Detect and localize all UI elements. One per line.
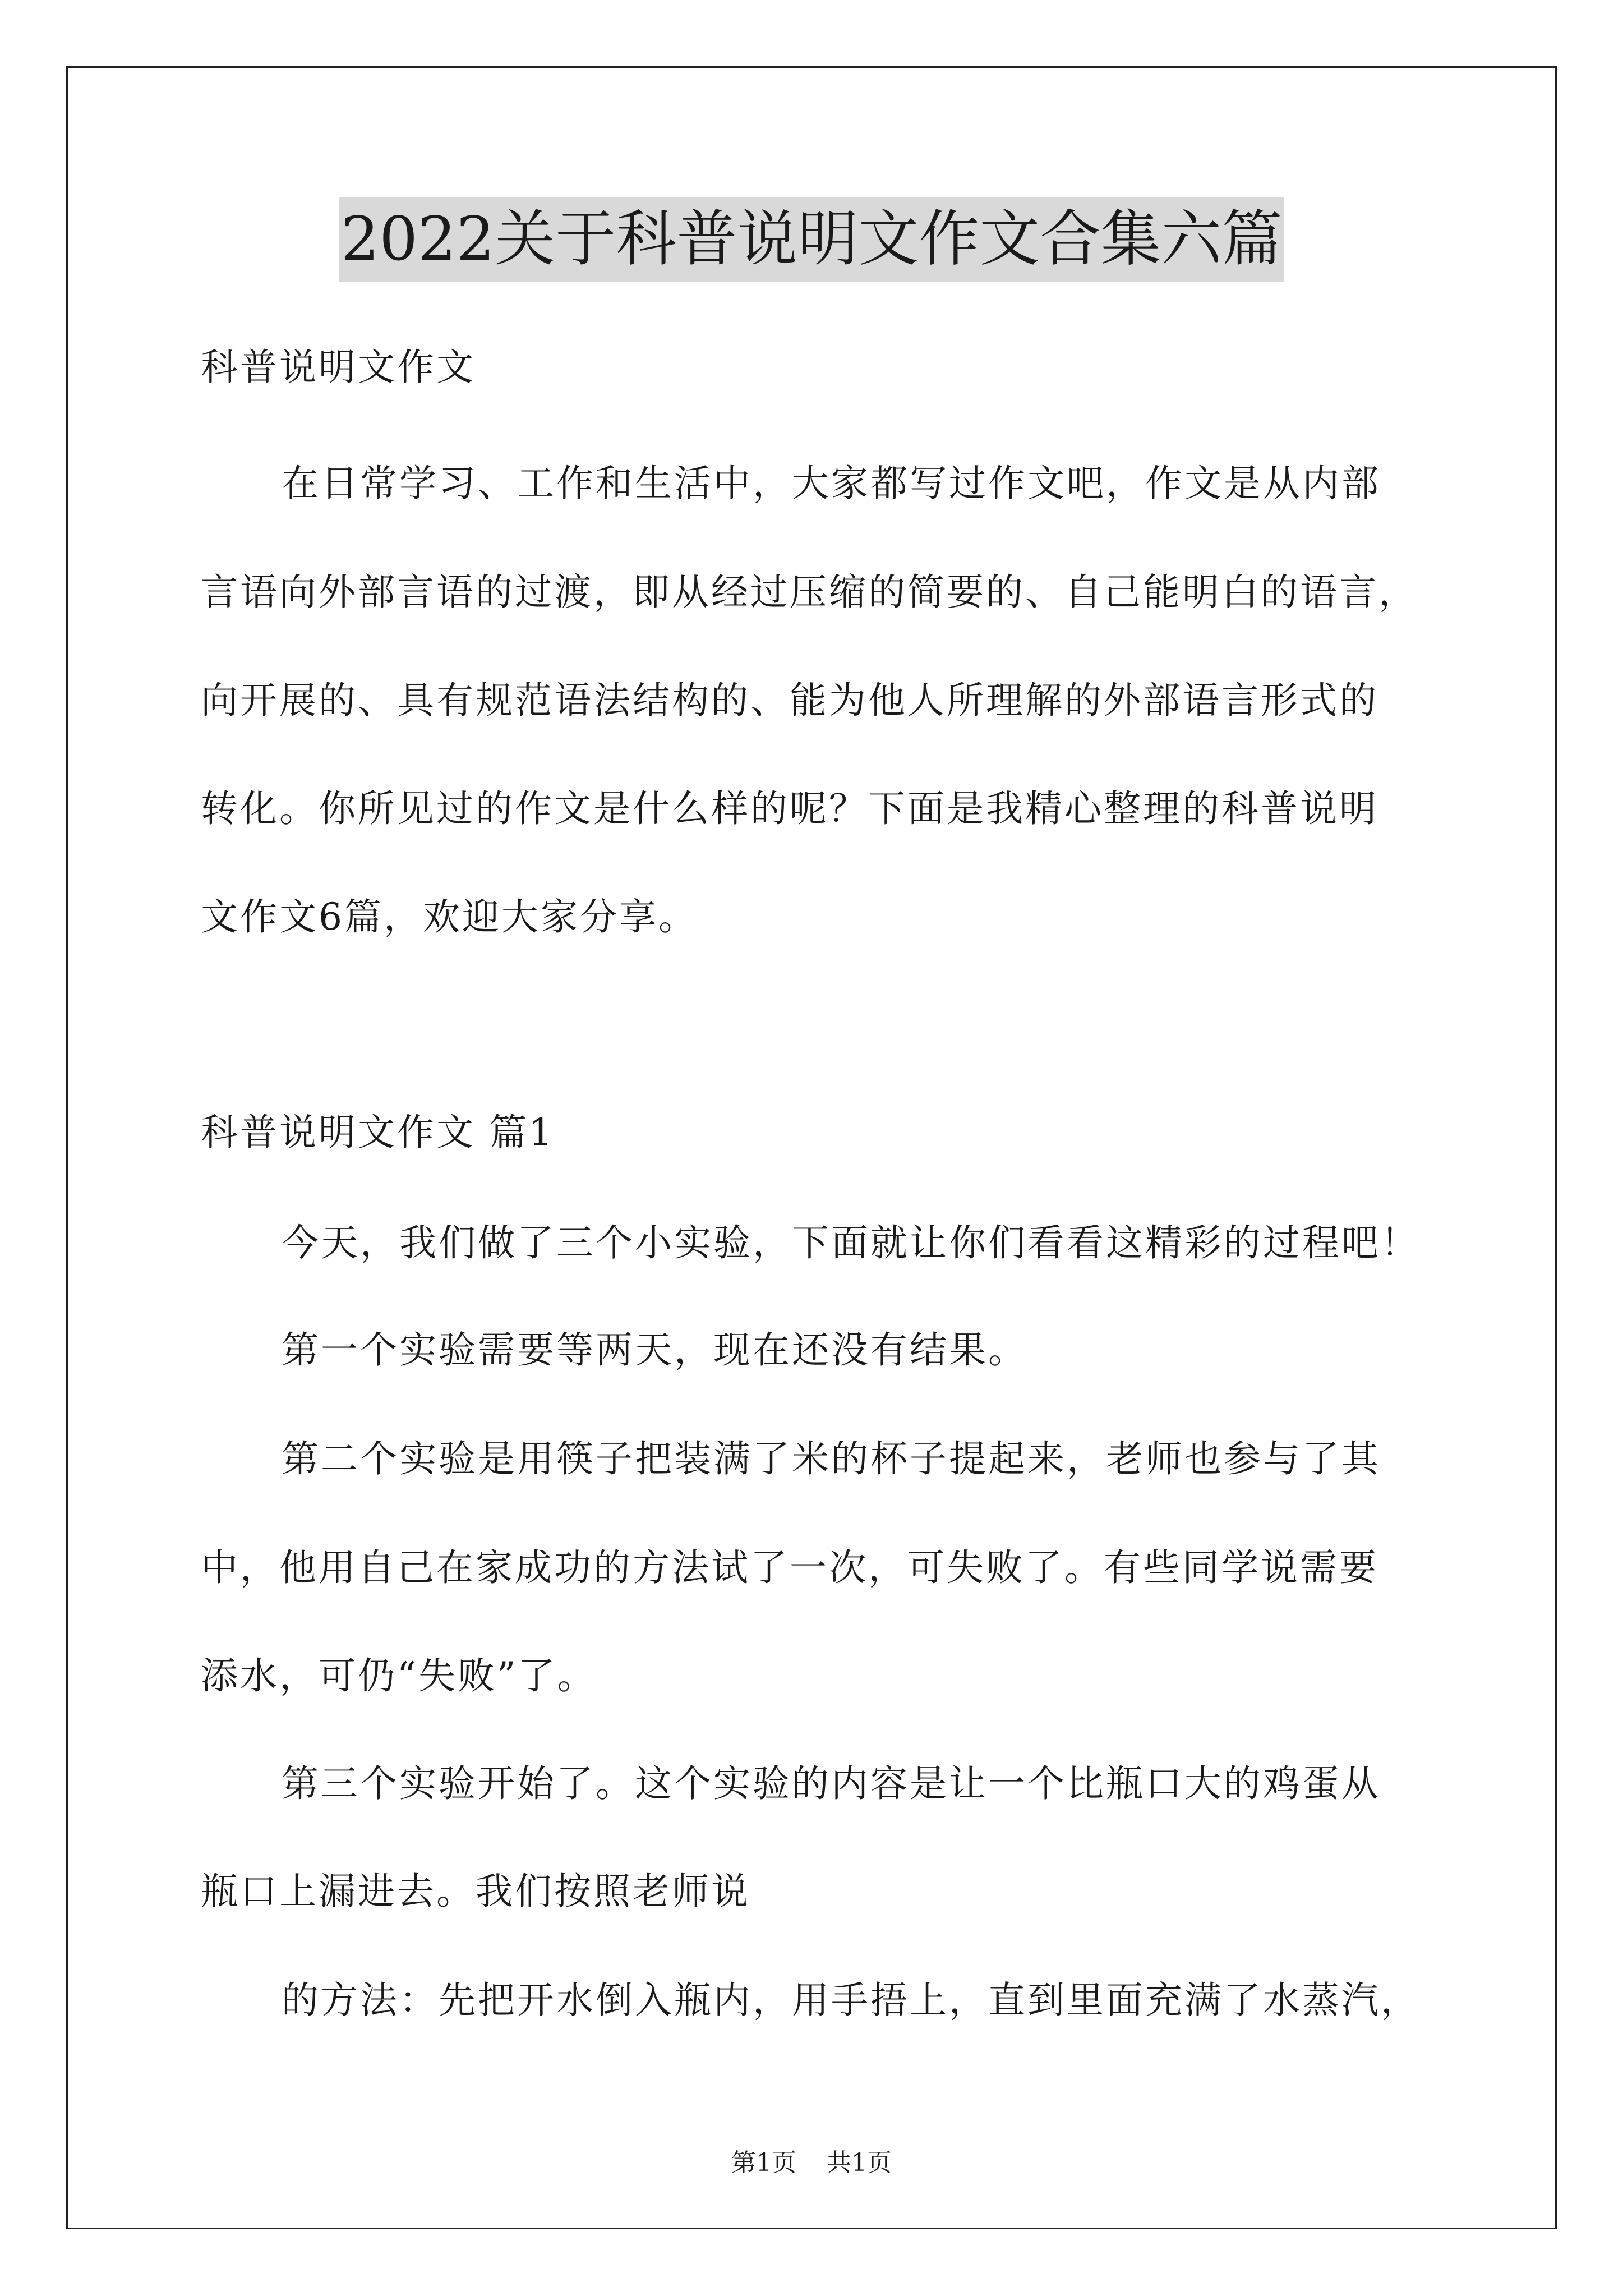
paragraph-line: 的方法：先把开水倒入瓶内，用手捂上，直到里面充满了水蒸汽，: [282, 1978, 1420, 2022]
paragraph-line: 瓶口上漏进去。我们按照老师说: [201, 1870, 750, 1913]
paragraph-line: 中，他用自己在家成功的方法试了一次，可失败了。有些同学说需要: [201, 1546, 1378, 1589]
section-heading: 科普说明文作文 篇1: [201, 1111, 555, 1154]
paragraph-line: 言语向外部言语的过渡，即从经过压缩的简要的、自己能明白的语言，: [201, 570, 1418, 614]
paragraph-line: 第二个实验是用筷子把装满了米的杯子提起来，老师也参与了其: [282, 1437, 1381, 1480]
paragraph-line: 第三个实验开始了。这个实验的内容是让一个比瓶口大的鸡蛋从: [282, 1762, 1381, 1805]
page-total: 共1页: [827, 2148, 892, 2177]
paragraph-line: 文作文6篇，欢迎大家分享。: [201, 895, 698, 938]
document-title: 2022关于科普说明文作文合集六篇: [339, 197, 1285, 282]
paragraph-line: 今天，我们做了三个小实验，下面就让你们看看这精彩的过程吧！: [282, 1221, 1420, 1264]
paragraph-line: 第一个实验需要等两天，现在还没有结果。: [282, 1328, 1027, 1372]
section-heading: 科普说明文作文: [201, 346, 476, 389]
paragraph-line: 转化。你所见过的作文是什么样的呢？下面是我精心整理的科普说明: [201, 787, 1378, 830]
title-container: [0, 197, 1623, 282]
paragraph-line: 在日常学习、工作和生活中，大家都写过作文吧，作文是从内部: [282, 462, 1381, 505]
paragraph-line: 向开展的、具有规范语法结构的、能为他人所理解的外部语言形式的: [201, 679, 1378, 722]
page-number: 第1页: [731, 2148, 796, 2177]
page-footer: [0, 2146, 1623, 2180]
paragraph-line: 添水，可仍“失败”了。: [201, 1654, 597, 1697]
